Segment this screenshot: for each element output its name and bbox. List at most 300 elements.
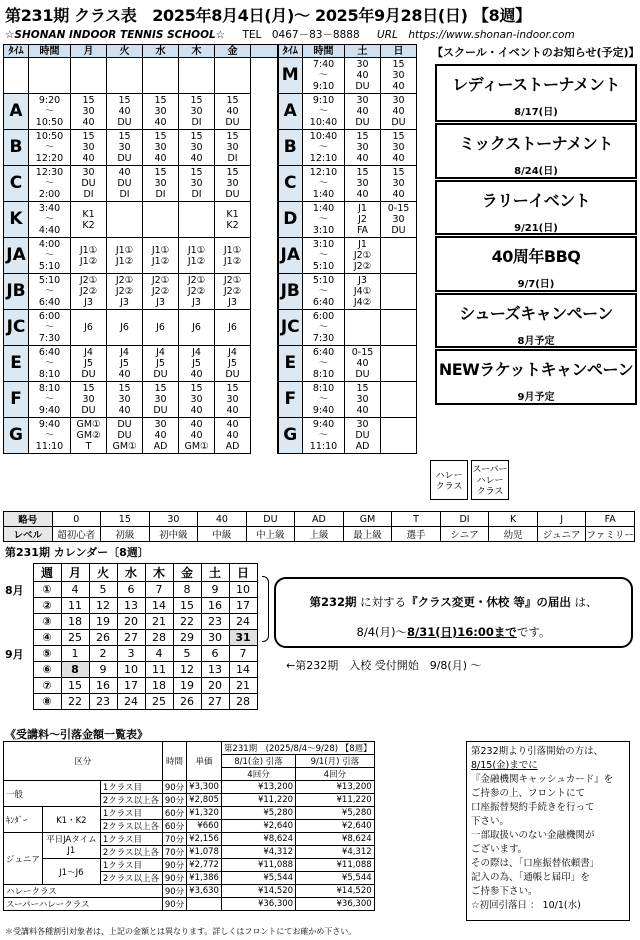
fee-sep: ¥11,088 [296,859,375,872]
cal-month [5,694,33,710]
tt-gap [251,45,278,58]
payment-notice-line: ございます。 [471,844,528,855]
slot-time-right: 12:10 ～ 1:40 [303,166,345,202]
fee-time: 90分 [162,885,186,898]
fee-h-price: 単価 [187,742,222,781]
cal-day: 23 [201,614,229,630]
slot-time-right: 10:40 ～ 12:10 [303,130,345,166]
cal-day: 5 [173,646,201,662]
class-cell-sun: 15 30 40 [381,166,417,202]
fee-price: ¥2,805 [187,794,222,807]
event-name: シューズキャンペーン [459,304,613,323]
slot-code-left: JC [4,310,29,346]
cal-week [5,582,257,598]
level-code: 30 [149,512,198,527]
fee-aug: ¥4,312 [221,846,295,859]
fee-kind: 2クラス以上各 [100,820,162,833]
payment-notice-line: 『金融機関キャッシュカード』を [471,774,614,785]
slot-code-right: JC [278,310,303,346]
class-cell-sun [381,346,417,382]
class-cell-sun: 15 30 40 [381,130,417,166]
class-cell: J2① J2② J3 [71,274,107,310]
class-cell: 40 40 GM① [179,418,215,454]
tt-gap [251,310,278,346]
fee-time: 90分 [162,859,186,872]
cal-head-cell: 週 [33,564,61,582]
cal-day: 1 [61,646,89,662]
fee-price: ¥2,156 [187,833,222,846]
class-cell: J2① J2② J3 [179,274,215,310]
cal-week-no: ⑤ [33,646,61,662]
level-code: GM [343,512,392,527]
payment-notice-line: ☆初回引落日 ： 10/1(水) [471,900,581,911]
cal-head [5,564,257,582]
slot-time-left: 4:00 ～ 5:10 [29,238,71,274]
tt-row [4,274,417,310]
slot-time-right: 6:40 ～ 8:10 [303,346,345,382]
tt-gap [251,94,278,130]
event-date: 9月予定 [517,392,555,403]
cal-day: 16 [89,678,117,694]
cal-day: 6 [117,582,145,598]
fee-sub-j16: J1～J6 [42,859,100,885]
slot-time-left: 9:20 ～ 10:50 [29,94,71,130]
fee-footnote: ＊受講料各種割引対象者は、上記の金額とは異なります。詳しくはフロントにてお確かめ下さい。 [5,927,357,936]
fee-time: 90分 [162,898,186,911]
cal-day: 12 [89,598,117,614]
class-cell-sat: 15 30 40 [345,130,381,166]
class-cell: 15 40 DU [107,94,143,130]
cal-day: 21 [229,678,257,694]
cal-head-cell: 金 [173,564,201,582]
class-cell-sat [345,310,381,346]
payment-notice [466,741,630,921]
fee-h-kubun: 区分 [4,742,163,781]
event-date: 8月予定 [517,336,555,347]
notice-deadline: 8/31(日)16:00まで [407,625,517,639]
class-cell-sat: 30 40 DU [345,94,381,130]
tt-row [4,202,417,238]
cal-head-cell: 木 [145,564,173,582]
level-code: DI [440,512,489,527]
fee-group-general: 一般 [4,781,101,807]
event-name: 40周年BBQ [491,247,581,266]
change-deadline-notice [274,577,633,648]
fee-h-n1: 4回分 [221,768,295,781]
notice-end: です。 [516,625,551,639]
cal-day: 14 [145,598,173,614]
fee-time: 70分 [162,833,186,846]
class-cell: J4 J5 DU [215,346,251,382]
cal-week-no: ⑦ [33,678,61,694]
cal-day: 16 [201,598,229,614]
slot-time-left: 8:10 ～ 9:40 [29,382,71,418]
fee-sep: ¥8,624 [296,833,375,846]
cal-day: 12 [173,662,201,678]
slot-code-right: D [278,202,303,238]
class-cell [215,58,251,94]
class-cell: J4 J5 DU [71,346,107,382]
class-cell: 15 30 40 [215,382,251,418]
slot-code-left: B [4,130,29,166]
school-info [5,27,575,42]
school-tel: TEL 0467－83－8888 [242,29,360,41]
slot-time-left: 12:30 ～ 2:00 [29,166,71,202]
cal-day: 9 [89,662,117,678]
tt-row [4,130,417,166]
slot-time-left: 10:50 ～ 12:20 [29,130,71,166]
fee-h-d1: 8/1(金) 引落 [221,755,295,768]
cal-week [5,614,257,630]
fee-kind: 1クラス目 [100,833,162,846]
class-cell: J1① J1② [71,238,107,274]
class-cell [143,202,179,238]
fee-price: ¥2,772 [187,859,222,872]
cal-day: 26 [173,694,201,710]
slot-code-left: F [4,382,29,418]
class-cell: K1 K2 [71,202,107,238]
level-name: ファミリー [586,527,635,542]
fee-time: 60分 [162,807,186,820]
payment-notice-line: ご持参下さい。 [471,886,538,897]
class-cell: 30 DU DI [71,166,107,202]
fee-aug: ¥5,280 [221,807,295,820]
class-cell: J1① J1② [179,238,215,274]
class-cell: 15 30 DU [215,166,251,202]
payment-notice-line: 第232期より引落開始の方は、 [471,746,604,757]
cal-day: 28 [145,630,173,646]
class-cell: J4 J5 DU [143,346,179,382]
fee-aug: ¥5,544 [221,872,295,885]
cal-month [5,678,33,694]
slot-code-left: G [4,418,29,454]
class-cell-sun [381,238,417,274]
fee-h-time: 時間 [162,742,186,781]
class-cell: 15 30 DU [143,382,179,418]
class-cell-sun: 0-15 30 DU [381,202,417,238]
tt-row [4,238,417,274]
slot-code-left: A [4,94,29,130]
cal-day: 28 [229,694,257,710]
class-cell: J6 [179,310,215,346]
school-name: ☆SHONAN INDOOR TENNIS SCHOOL☆ [5,29,226,41]
level-code: T [392,512,441,527]
tt-row [4,94,417,130]
level-name: 幼児 [489,527,538,542]
slot-code-left: C [4,166,29,202]
class-cell-sat: 30 40 DU [345,58,381,94]
tt-gap [251,166,278,202]
cal-week [5,678,257,694]
hare-class-box: ハレー クラス [430,460,468,500]
fee-sep: ¥4,312 [296,846,375,859]
tt-gap [251,382,278,418]
slot-code-left: JA [4,238,29,274]
fees-title: 《受講料～引落金額一覧表》 [5,728,148,741]
class-cell: DU DU GM① [107,418,143,454]
fee-kind: 2クラス以上各 [100,846,162,859]
class-cell-sat: J1 J2 FA [345,202,381,238]
cal-day: 15 [173,598,201,614]
term-calendar [5,563,258,710]
fee-time: 90分 [162,781,186,794]
class-cell: J1① J1② [143,238,179,274]
tt-row [4,166,417,202]
slot-time-right: 8:10 ～ 9:40 [303,382,345,418]
fee-price: ¥1,386 [187,872,222,885]
event-date: 9/7(日) [517,279,555,290]
cal-day: 10 [117,662,145,678]
cal-day: 9 [201,582,229,598]
level-code: J [537,512,586,527]
event-name: NEWラケットキャンペーン [438,360,634,379]
level-name: 中級 [198,527,247,542]
cal-day: 27 [201,694,229,710]
class-cell-sun [381,274,417,310]
calendar-brace [262,576,269,642]
fee-h-term: 第231期 (2025/8/4～9/28) 【8週】 [221,742,374,755]
tt-row [4,418,417,454]
cal-day: 7 [229,646,257,662]
cal-week-no: ③ [33,614,61,630]
level-name: 最上級 [343,527,392,542]
cal-day: 4 [61,582,89,598]
cal-day: 24 [117,694,145,710]
slot-code-right: E [278,346,303,382]
tt-head-left: 金 [215,45,251,58]
level-name: 中上級 [246,527,295,542]
level-code: K [489,512,538,527]
fee-sep: ¥5,544 [296,872,375,885]
cal-day: 26 [89,630,117,646]
cal-day: 17 [229,598,257,614]
fee-price: ¥660 [187,820,222,833]
class-cell [107,202,143,238]
tt-gap [251,58,278,94]
class-cell-sat: J3 J4① J4② [345,274,381,310]
fee-kind: 2クラス以上各 [100,872,162,885]
cal-week-no: ⑥ [33,662,61,678]
slot-time-left: 6:00 ～ 7:30 [29,310,71,346]
notice-start: 8/4(月)～ [356,625,408,639]
cal-day: 22 [173,614,201,630]
cal-week-no: ② [33,598,61,614]
payment-notice-line: 記入の為、「通帳と届印」を [471,872,590,883]
cal-month [5,630,33,646]
tt-gap [251,202,278,238]
slot-time-left: 6:40 ～ 8:10 [29,346,71,382]
level-name: シニア [440,527,489,542]
enrollment-start: ←第232期 入校 受付開始 9/8(月) ～ [286,659,482,672]
payment-notice-line: その際は、「口座振替依頼書」 [471,858,600,869]
level-name: 初中級 [149,527,198,542]
slot-time-right: 7:40 ～ 9:10 [303,58,345,94]
event-name: ミックストーナメント [459,134,613,153]
cal-week [5,662,257,678]
tt-gap [251,238,278,274]
event-card [435,64,637,122]
cal-head-cell: 月 [61,564,89,582]
slot-code-right: M [278,58,303,94]
event-date: 8/17(日) [514,107,558,118]
cal-day: 17 [117,678,145,694]
cal-day: 21 [145,614,173,630]
slot-code-left: E [4,346,29,382]
cal-day: 2 [89,646,117,662]
tt-row [4,310,417,346]
cal-week [5,598,257,614]
tt-gap [251,130,278,166]
cal-day: 24 [229,614,257,630]
level-code: DU [246,512,295,527]
class-cell-sat: 0-15 40 DU [345,346,381,382]
slot-time-left: 9:40 ～ 11:10 [29,418,71,454]
fee-time: 70分 [162,846,186,859]
class-cell: 15 30 DU [107,130,143,166]
super-hare-class-box: スーパー ハレー クラス [471,460,509,500]
fee-price [187,898,222,911]
fee-kind: 2クラス以上各 [100,794,162,807]
tt-row [4,382,417,418]
fee-time: 60分 [162,820,186,833]
level-code: AD [295,512,344,527]
cal-head-cell: 水 [117,564,145,582]
fee-price: ¥3,300 [187,781,222,794]
tt-head-left: ﾀｲﾑ [4,45,29,58]
tt-gap [251,346,278,382]
fee-h-d2: 9/1(月) 引落 [296,755,375,768]
fee-aug: ¥36,300 [221,898,295,911]
event-card [435,349,637,405]
level-code: 40 [198,512,247,527]
class-cell: 15 30 40 [143,94,179,130]
slot-code-left: K [4,202,29,238]
cal-week [5,646,257,662]
cal-day: 30 [201,630,229,646]
cal-day: 13 [117,598,145,614]
fee-aug: ¥11,088 [221,859,295,872]
level-code: 0 [52,512,101,527]
cal-day: 20 [201,678,229,694]
tt-head-left: 水 [143,45,179,58]
payment-notice-line: 8/15(金)までに [471,760,538,771]
calendar-title: 第231期 カレンダー〔8週〕 [5,546,149,559]
class-cell: J1① J1② [215,238,251,274]
class-cell: 15 30 40 [179,382,215,418]
fee-price: ¥1,078 [187,846,222,859]
event-date: 8/24(日) [514,166,558,177]
cal-head-cell: 火 [89,564,117,582]
school-url[interactable]: URL https://www.shonan-indoor.com [377,29,575,41]
class-cell: J6 [71,310,107,346]
tt-head-left: 火 [107,45,143,58]
tt-gap [251,274,278,310]
tt-head-right: 土 [345,45,381,58]
fee-group-kinder: ｷﾝﾀﾞｰ [4,807,43,833]
slot-code-right: C [278,166,303,202]
cal-month: 9月 [5,647,24,661]
event-card [435,180,637,235]
fee-sep: ¥2,640 [296,820,375,833]
tt-gap [251,418,278,454]
class-cell: 15 30 DI [179,166,215,202]
cal-week-no: ④ [33,630,61,646]
class-cell: 15 30 DI [179,94,215,130]
slot-code-right: G [278,418,303,454]
cal-day: 3 [117,646,145,662]
fee-kind: ハレークラス [4,885,163,898]
fee-aug: ¥8,624 [221,833,295,846]
tt-head-right: ﾀｲﾑ [278,45,303,58]
fee-aug: ¥13,200 [221,781,295,794]
slot-code-left: JB [4,274,29,310]
class-cell: 15 30 DI [215,130,251,166]
level-name: 上級 [295,527,344,542]
tt-row [4,346,417,382]
cal-day: 8 [173,582,201,598]
class-cell-sun [381,310,417,346]
cal-corner [5,564,33,582]
class-cell [143,58,179,94]
class-cell: J4 J5 40 [179,346,215,382]
notice-text: に対する [356,595,407,609]
event-card [435,236,637,292]
cal-day: 20 [117,614,145,630]
class-cell: K1 K2 [215,202,251,238]
class-cell: 40 40 AD [215,418,251,454]
cal-day: 18 [145,678,173,694]
slot-code-right: F [278,382,303,418]
cal-month [5,662,33,678]
fee-sep: ¥11,220 [296,794,375,807]
fee-sub-ja: 平日JAタイム J1 [42,833,100,859]
fee-kind: 1クラス目 [100,807,162,820]
event-name: レディーストーナメント [452,75,620,94]
level-code-label: 略号 [4,512,53,527]
class-cell: J6 [215,310,251,346]
fee-sub-k12: K1・K2 [42,807,100,833]
tt-head-left: 木 [179,45,215,58]
cal-day: 10 [229,582,257,598]
event-card [435,293,637,348]
slot-time-right: 9:10 ～ 10:40 [303,94,345,130]
level-name: 選手 [392,527,441,542]
cal-day: 23 [89,694,117,710]
fee-sep: ¥14,520 [296,885,375,898]
fee-time: 90分 [162,872,186,885]
page-title: 第231期 クラス表 2025年8月4日(月)～ 2025年9月28日(日) 【8週】 [5,6,531,25]
events-title: 【スクール・イベントのお知らせ(予定)】 [432,46,640,59]
notice-subject: 『クラス変更・休校 等』の届出 [406,595,571,609]
fee-sep: ¥36,300 [296,898,375,911]
fee-aug: ¥11,220 [221,794,295,807]
event-date: 9/21(日) [514,223,558,234]
cal-month: 8月 [5,583,24,597]
cal-week-no: ⑧ [33,694,61,710]
cal-day: 19 [173,678,201,694]
slot-time-right: 5:10 ～ 6:40 [303,274,345,310]
class-cell: 40 DU DI [107,166,143,202]
level-table [3,511,635,542]
fee-aug: ¥14,520 [221,885,295,898]
slot-time-left [29,58,71,94]
class-cell: 15 40 DU [215,94,251,130]
cal-week [5,630,257,646]
class-cell-sat: J1 J2① J2② [345,238,381,274]
cal-day: 11 [145,662,173,678]
class-cell: 15 30 40 [179,130,215,166]
cal-month [5,614,33,630]
